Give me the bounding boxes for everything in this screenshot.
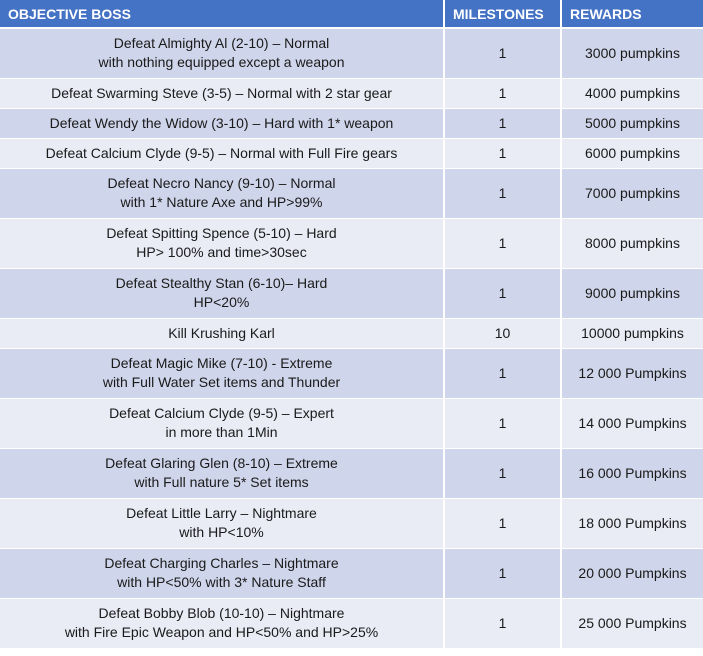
milestones-cell: 1	[444, 28, 561, 78]
milestones-cell: 1	[444, 598, 561, 648]
rewards-cell: 10000 pumpkins	[561, 318, 703, 348]
objective-line: Defeat Swarming Steve (3-5) – Normal with 2 star gear	[51, 84, 392, 101]
milestones-cell: 1	[444, 268, 561, 318]
objective-cell	[0, 318, 444, 348]
table-row	[0, 398, 703, 448]
objective-cell	[0, 348, 444, 398]
table-row	[0, 28, 703, 78]
objective-line: with nothing equipped except a weapon	[98, 54, 345, 71]
objective-line: Defeat Bobby Blob (10-10) – Nightmare	[98, 605, 345, 621]
rewards-cell: 18 000 Pumpkins	[561, 498, 703, 548]
milestones-cell: 1	[444, 398, 561, 448]
milestones-cell: 1	[444, 348, 561, 398]
table-row	[0, 448, 703, 498]
objective-line: with 1* Nature Axe and HP>99%	[120, 194, 323, 210]
table-row	[0, 218, 703, 268]
table-row	[0, 348, 703, 398]
objective-cell	[0, 448, 444, 498]
table-header	[0, 0, 703, 28]
header-row	[0, 0, 703, 28]
table-row	[0, 168, 703, 218]
objective-cell	[0, 168, 444, 218]
milestones-cell: 1	[444, 78, 561, 108]
table-row	[0, 78, 703, 108]
objective-line: Defeat Little Larry – Nightmare	[126, 505, 317, 521]
objective-line: in more than 1Min	[165, 424, 278, 440]
rewards-cell: 14 000 Pumpkins	[561, 398, 703, 448]
rewards-cell: 12 000 Pumpkins	[561, 348, 703, 398]
milestones-cell: 1	[444, 108, 561, 138]
rewards-cell: 5000 pumpkins	[561, 108, 703, 138]
milestones-cell: 1	[444, 218, 561, 268]
objective-cell	[0, 108, 444, 138]
objective-cell	[0, 398, 444, 448]
objective-cell	[0, 598, 444, 648]
objective-line: Defeat Wendy the Widow (3-10) – Hard with 1* weapon	[49, 114, 394, 131]
header-objective-boss: OBJECTIVE BOSS	[0, 0, 444, 28]
table-row	[0, 598, 703, 648]
rewards-cell: 16 000 Pumpkins	[561, 448, 703, 498]
objective-cell	[0, 548, 444, 598]
objective-cell	[0, 218, 444, 268]
objective-line: Defeat Calcium Clyde (9-5) – Expert	[109, 405, 334, 421]
table-row	[0, 138, 703, 168]
objective-line: Defeat Necro Nancy (9-10) – Normal	[107, 175, 336, 191]
header-milestones: MILESTONES	[444, 0, 561, 28]
table-body	[0, 28, 703, 648]
objective-line: Kill Krushing Karl	[168, 324, 275, 341]
objective-cell	[0, 268, 444, 318]
objective-cell	[0, 78, 444, 108]
objective-line: with Full nature 5* Set items	[134, 474, 309, 490]
objective-line: Defeat Spitting Spence (5-10) – Hard	[106, 225, 337, 241]
objective-line: with HP<10%	[179, 524, 264, 540]
rewards-cell: 6000 pumpkins	[561, 138, 703, 168]
objective-cell	[0, 28, 444, 78]
rewards-cell: 9000 pumpkins	[561, 268, 703, 318]
milestones-cell: 10	[444, 318, 561, 348]
objective-line: Defeat Almighty Al (2-10) – Normal	[113, 35, 330, 52]
objective-line: HP> 100% and time>30sec	[136, 244, 307, 260]
objective-line: Defeat Glaring Glen (8-10) – Extreme	[105, 455, 338, 471]
objective-line: Defeat Stealthy Stan (6-10)– Hard	[115, 275, 328, 291]
objective-line: Defeat Magic Mike (7-10) - Extreme	[110, 355, 333, 371]
table-row	[0, 498, 703, 548]
header-rewards: REWARDS	[561, 0, 703, 28]
table-row	[0, 318, 703, 348]
objective-line: HP<20%	[193, 294, 250, 310]
milestones-cell: 1	[444, 138, 561, 168]
milestones-cell: 1	[444, 498, 561, 548]
rewards-cell: 3000 pumpkins	[561, 28, 703, 78]
objective-cell	[0, 138, 444, 168]
rewards-cell: 8000 pumpkins	[561, 218, 703, 268]
objective-line: with HP<50% with 3* Nature Staff	[117, 574, 326, 590]
table-row	[0, 268, 703, 318]
objective-line: Defeat Calcium Clyde (9-5) – Normal with Full Fire gears	[45, 144, 398, 161]
objective-line: with Full Water Set items and Thunder	[102, 374, 341, 390]
objective-line: Defeat Charging Charles – Nightmare	[104, 555, 339, 571]
rewards-cell: 7000 pumpkins	[561, 168, 703, 218]
rewards-cell: 4000 pumpkins	[561, 78, 703, 108]
objective-cell	[0, 498, 444, 548]
table-row	[0, 108, 703, 138]
milestones-cell: 1	[444, 548, 561, 598]
milestones-cell: 1	[444, 168, 561, 218]
table-row	[0, 548, 703, 598]
rewards-cell: 25 000 Pumpkins	[561, 598, 703, 648]
rewards-cell: 20 000 Pumpkins	[561, 548, 703, 598]
objective-line: with Fire Epic Weapon and HP<50% and HP>25%	[64, 624, 379, 640]
milestones-cell: 1	[444, 448, 561, 498]
